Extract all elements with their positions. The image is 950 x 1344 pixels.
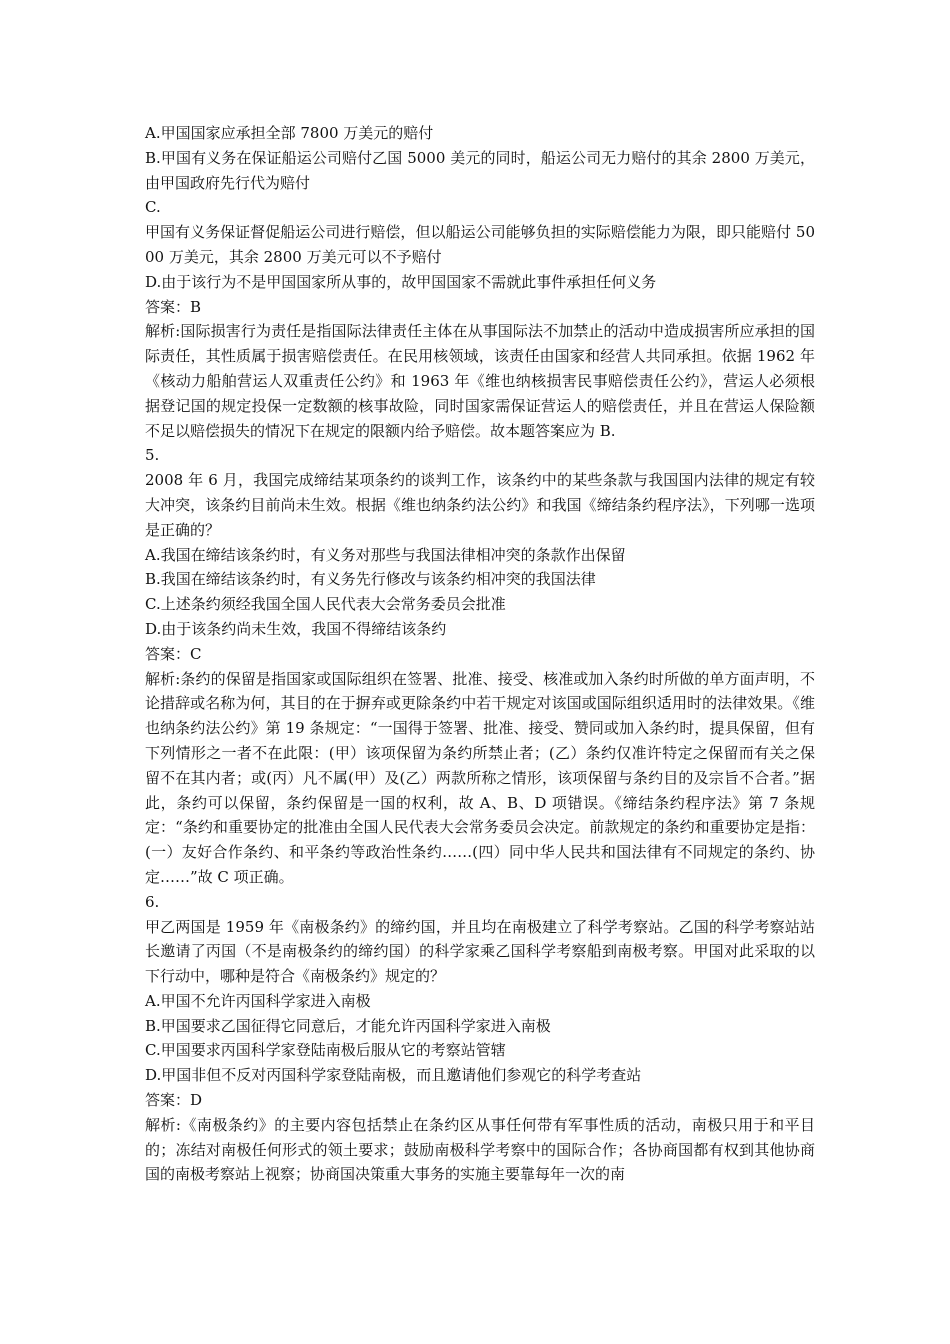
- q6-analysis: 解析:《南极条约》的主要内容包括禁止在条约区从事任何带有军事性质的活动，南极只用于和平目的；冻结对南极任何形式的领土要求；鼓励南极科学考察中的国际合作；各协商国都有权到其他协商国的南极考察站上视察；协商国决策重大事务的实施主要靠每年一次的南: [145, 1115, 815, 1184]
- q6-stem: 甲乙两国是 1959 年《南极条约》的缔约国，并且均在南极建立了科学考察站。乙国的科学考察站站长邀请了丙国（不是南极条约的缔约国）的科学家乘乙国科学考察船到南极考察。甲国对此采取的以下行动中，哪种是符合《南极条约》规定的？: [145, 917, 815, 986]
- document-page: [145, 121, 815, 1187]
- q6-answer: 答案：D: [145, 1091, 203, 1110]
- q5-option-d: D.由于该条约尚未生效，我国不得缔结该条约: [145, 619, 447, 638]
- q4-option-a: A.甲国国家应承担全部 7800 万美元的赔付: [145, 124, 434, 142]
- q4-analysis: 解析:国际损害行为责任是指国际法律责任主体在从事国际法不加禁止的活动中造成损害所应承担的国际责任，其性质属于损害赔偿责任。在民用核领域，该责任由国家和经营人共同承担。依据 1962 年《核动力船舶营运人双重责任公约》和 1963 年《维也纳核损害民事赔偿责任公约》，营运人必须根据登记国的规定投保一定数额的核事故险，同时国家需保证营运人的赔偿责任，并且在营运人保险额不足以赔偿损失的情况下在规定的限额内给予赔偿。故本题答案应为 B.: [145, 322, 815, 440]
- q5-number: 5.: [145, 446, 160, 465]
- q5-option-a: A.我国在缔结该条约时，有义务对那些与我国法律相冲突的条款作出保留: [145, 545, 626, 564]
- q5-option-c: C.上述条约须经我国全国人民代表大会常务委员会批准: [145, 595, 506, 614]
- q4-option-d: D.由于该行为不是甲国国家所从事的，故甲国国家不需就此事件承担任何义务: [145, 272, 657, 291]
- q5-analysis: 解析:条约的保留是指国家或国际组织在签署、批准、接受、核准或加入条约时所做的单方面声明，不论措辞或名称为何，其目的在于摒弃或更除条约中若干规定对该国或国际组织适用时的法律效果。《维也纳条约法公约》第 19 条规定：“一国得于签署、批准、接受、赞同或加入条约时，提具保留，但有下列情形之一者不在此限：(甲）该项保留为条约所禁止者；(乙）条约仅准许特定之保留而有关之保留不在其内者；或(丙）凡不属(甲）及(乙）两款所称之情形，该项保留与条约目的及宗旨不合者。”据此，条约可以保留，条约保留是一国的权利，故 A、B、D 项错误。《缔结条约程序法》第 7 条规定：“条约和重要协定的批准由全国人民代表大会常务委员会决定。前款规定的条约和重要协定是指：(一）友好合作条约、和平条约等政治性条约……(四）同中华人民共和国法律有不同规定的条约、协定……”故 C 项正确。: [145, 669, 815, 886]
- q6-option-a: A.甲国不允许丙国科学家进入南极: [145, 991, 371, 1010]
- q5-option-b: B.我国在缔结该条约时，有义务先行修改与该条约相冲突的我国法律: [145, 570, 596, 589]
- q4-answer: 答案：B: [145, 297, 202, 316]
- q4-option-c-text: 甲国有义务保证督促船运公司进行赔偿，但以船运公司能够负担的实际赔偿能力为限，即只能赔付 5000 万美元，其余 2800 万美元可以不予赔付: [145, 223, 815, 266]
- q4-option-b: B.甲国有义务在保证船运公司赔付乙国 5000 美元的同时，船运公司无力赔付的其余 2800 万美元，由甲国政府先行代为赔付: [145, 148, 815, 192]
- q6-option-b: B.甲国要求乙国征得它同意后，才能允许丙国科学家进入南极: [145, 1016, 551, 1035]
- q6-option-d: D.甲国非但不反对丙国科学家登陆南极，而且邀请他们参观它的科学考查站: [145, 1066, 642, 1085]
- q6-option-c: C.甲国要求丙国科学家登陆南极后服从它的考察站管辖: [145, 1041, 506, 1060]
- q4-option-c-label: C.: [145, 198, 161, 217]
- q5-stem: 2008 年 6 月，我国完成缔结某项条约的谈判工作，该条约中的某些条款与我国国内法律的规定有较大冲突，该条约目前尚未生效。根据《维也纳条约法公约》和我国《缔结条约程序法》，下列哪一选项是正确的？: [145, 471, 815, 539]
- q6-number: 6.: [145, 892, 160, 911]
- q5-answer: 答案：C: [145, 644, 202, 663]
